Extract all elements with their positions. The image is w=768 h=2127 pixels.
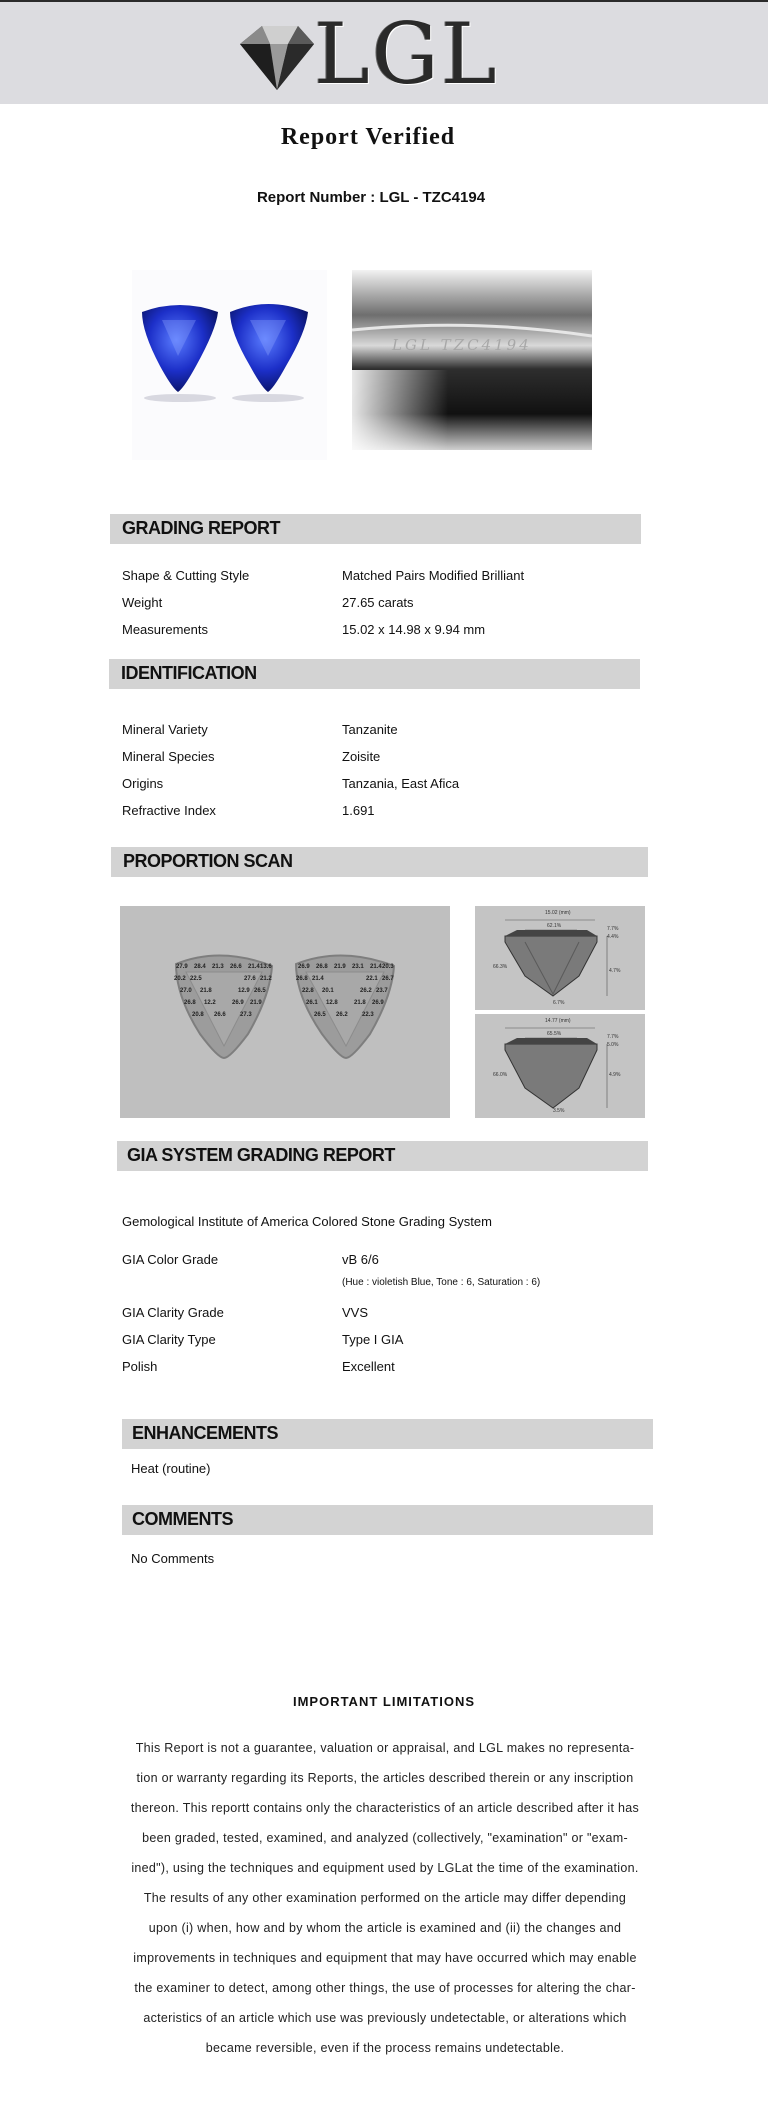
grading-value: 27.65 carats [342, 595, 414, 610]
dim-label: 14.77 (mm) [545, 1018, 571, 1024]
facet-label: 23.1 [352, 964, 364, 970]
identification-value: Tanzanite [342, 722, 398, 737]
dim-label: 4.9% [609, 1072, 621, 1078]
dim-label: 66.0% [493, 1072, 508, 1078]
facet-label: 26.6 [230, 964, 242, 970]
dim-label: 7.7% [607, 1034, 619, 1040]
grading-report-heading: GRADING REPORT [122, 518, 281, 538]
facet-labels-right [120, 906, 450, 1118]
gia-color-note: (Hue : violetish Blue, Tone : 6, Saturation : 6) [342, 1277, 541, 1288]
facet-label: 26.5 [314, 1012, 326, 1018]
facet-label: 13.6 [260, 964, 272, 970]
limitations-line: upon (i) when, how and by whom the article is examined and (ii) the changes and [148, 1921, 622, 1935]
facet-label: 26.9 [298, 964, 310, 970]
facet-label: 21.8 [200, 988, 212, 994]
dim-label: 65.5% [547, 1031, 562, 1037]
comments-bar [122, 1505, 653, 1535]
facet-label: 26.8 [184, 1000, 196, 1006]
dim-label: 15.02 (mm) [545, 910, 571, 916]
dim-label: 6.7% [553, 1000, 565, 1006]
limitations-line: acteristics of an article which use was previously undetectable, or alterations which [143, 2011, 627, 2025]
dim-label: 4.7% [609, 968, 621, 974]
gia-label: GIA Clarity Grade [122, 1305, 224, 1320]
limitations-line: thereon. This reportt contains only the characteristics of an article described after it has [130, 1801, 640, 1815]
proportion-scan-bar [111, 847, 648, 877]
dim-label: 4.4% [607, 934, 619, 940]
facet-label: 21.8 [354, 1000, 366, 1006]
dim-label: 5.0% [607, 1042, 619, 1048]
facet-label: 26.9 [232, 1000, 244, 1006]
limitations-line: tion or warranty regarding its Reports, the articles described therein or any inscription [136, 1771, 634, 1785]
dim-label: 7.7% [607, 926, 619, 932]
facet-label: 26.6 [214, 1012, 226, 1018]
facet-label: 27.9 [176, 964, 188, 970]
grading-report-bar [110, 514, 641, 544]
grading-value: 15.02 x 14.98 x 9.94 mm [342, 622, 486, 637]
facet-label: 27.3 [240, 1012, 252, 1018]
facet-label: 27.6 [244, 976, 256, 982]
comments-heading: COMMENTS [132, 1509, 233, 1529]
inscription-text: LGL TZC4194 [392, 336, 532, 354]
facet-label: 12.8 [326, 1000, 338, 1006]
report-number: Report Number : LGL - TZC4194 [256, 189, 486, 206]
limitations-line: This Report is not a guarantee, valuation or appraisal, and LGL makes no representa- [135, 1741, 635, 1755]
identification-value: Tanzania, East Afica [342, 776, 460, 791]
identification-label: Mineral Species [122, 749, 215, 764]
facet-label: 21.4 [248, 964, 260, 970]
facet-label: 26.7 [382, 976, 394, 982]
facet-label: 21.3 [212, 964, 224, 970]
page-title: Report Verified [280, 124, 456, 150]
comments-text: No Comments [131, 1551, 215, 1566]
facet-label: 28.4 [194, 964, 206, 970]
dim-label: 62.1% [547, 923, 562, 929]
facet-label: 20.8 [192, 1012, 204, 1018]
dim-label: 66.3% [493, 964, 508, 970]
identification-heading: IDENTIFICATION [121, 663, 257, 683]
identification-bar [109, 659, 640, 689]
facet-label: 26.8 [296, 976, 308, 982]
profile-scan-top [475, 906, 645, 1010]
facet-label: 27.0 [180, 988, 192, 994]
facet-label: 22.8 [302, 988, 314, 994]
limitations-line: been graded, tested, examined, and analyzed (collectively, "examination" or "exam- [142, 1831, 628, 1845]
grading-label: Measurements [122, 622, 208, 637]
limitations-text [120, 1733, 650, 2063]
facet-label: 12.9 [238, 988, 250, 994]
limitations-line: The results of any other examination performed on the article may differ depending [143, 1891, 627, 1905]
grading-value: Matched Pairs Modified Brilliant [342, 568, 525, 583]
identification-value: 1.691 [342, 803, 375, 818]
grading-label: Weight [122, 595, 163, 610]
diamond-icon [232, 18, 322, 98]
facet-label: 21.9 [334, 964, 346, 970]
enhancements-text: Heat (routine) [131, 1461, 211, 1476]
gem-photo [132, 270, 327, 460]
facet-label: 20.3 [382, 964, 394, 970]
gia-system-bar [117, 1141, 648, 1171]
limitations-line: improvements in techniques and equipment that may have occurred which may enable [133, 1951, 637, 1965]
facet-label: 22.5 [190, 976, 202, 982]
enhancements-bar [122, 1419, 653, 1449]
identification-label: Refractive Index [122, 803, 216, 818]
inscription-photo [352, 270, 592, 450]
identification-value: Zoisite [342, 749, 381, 764]
facet-label: 22.1 [366, 976, 378, 982]
facet-label: 12.2 [204, 1000, 216, 1006]
gia-value: VVS [342, 1305, 369, 1320]
lgl-logo[interactable] [232, 5, 499, 103]
identification-label: Origins [122, 776, 164, 791]
facet-label: 26.8 [316, 964, 328, 970]
dim-label: 3.5% [553, 1108, 565, 1114]
facet-label: 20.2 [174, 976, 186, 982]
facet-label: 26.5 [254, 988, 266, 994]
identification-label: Mineral Variety [122, 722, 208, 737]
gia-value: Excellent [342, 1359, 395, 1374]
facet-label: 21.2 [260, 976, 272, 982]
limitations-heading: IMPORTANT LIMITATIONS [292, 1694, 476, 1709]
header-banner [0, 2, 768, 104]
gia-system-heading: GIA SYSTEM GRADING REPORT [127, 1145, 395, 1165]
facet-label: 26.1 [306, 1000, 318, 1006]
facet-label: 20.1 [322, 988, 334, 994]
gia-value: vB 6/6 [342, 1252, 379, 1267]
gia-label: GIA Clarity Type [122, 1332, 216, 1347]
grading-label: Shape & Cutting Style [122, 568, 250, 583]
limitations-line: ined"), using the techniques and equipment used by LGLat the time of the examination. [131, 1861, 639, 1875]
gia-label: Polish [122, 1359, 158, 1374]
limitations-line: the examiner to detect, among other things, the use of processes for altering the char- [134, 1981, 636, 1995]
facet-label: 21.4 [312, 976, 324, 982]
facet-label: 26.9 [372, 1000, 384, 1006]
profile-scan-bottom [475, 1014, 645, 1118]
limitations-line: became reversible, even if the process remains undetectable. [205, 2041, 565, 2055]
gia-value: Type I GIA [342, 1332, 404, 1347]
logo-text: LGL [314, 5, 499, 103]
facet-label: 23.7 [376, 988, 388, 994]
enhancements-heading: ENHANCEMENTS [132, 1423, 279, 1443]
facet-label: 26.2 [360, 988, 372, 994]
facet-label: 21.9 [250, 1000, 262, 1006]
gia-label: GIA Color Grade [122, 1252, 219, 1267]
facet-label: 26.2 [336, 1012, 348, 1018]
facet-label: 22.3 [362, 1012, 374, 1018]
facet-label: 21.4 [370, 964, 382, 970]
facet-scan-image [120, 906, 450, 1118]
proportion-scan-heading: PROPORTION SCAN [123, 851, 293, 871]
